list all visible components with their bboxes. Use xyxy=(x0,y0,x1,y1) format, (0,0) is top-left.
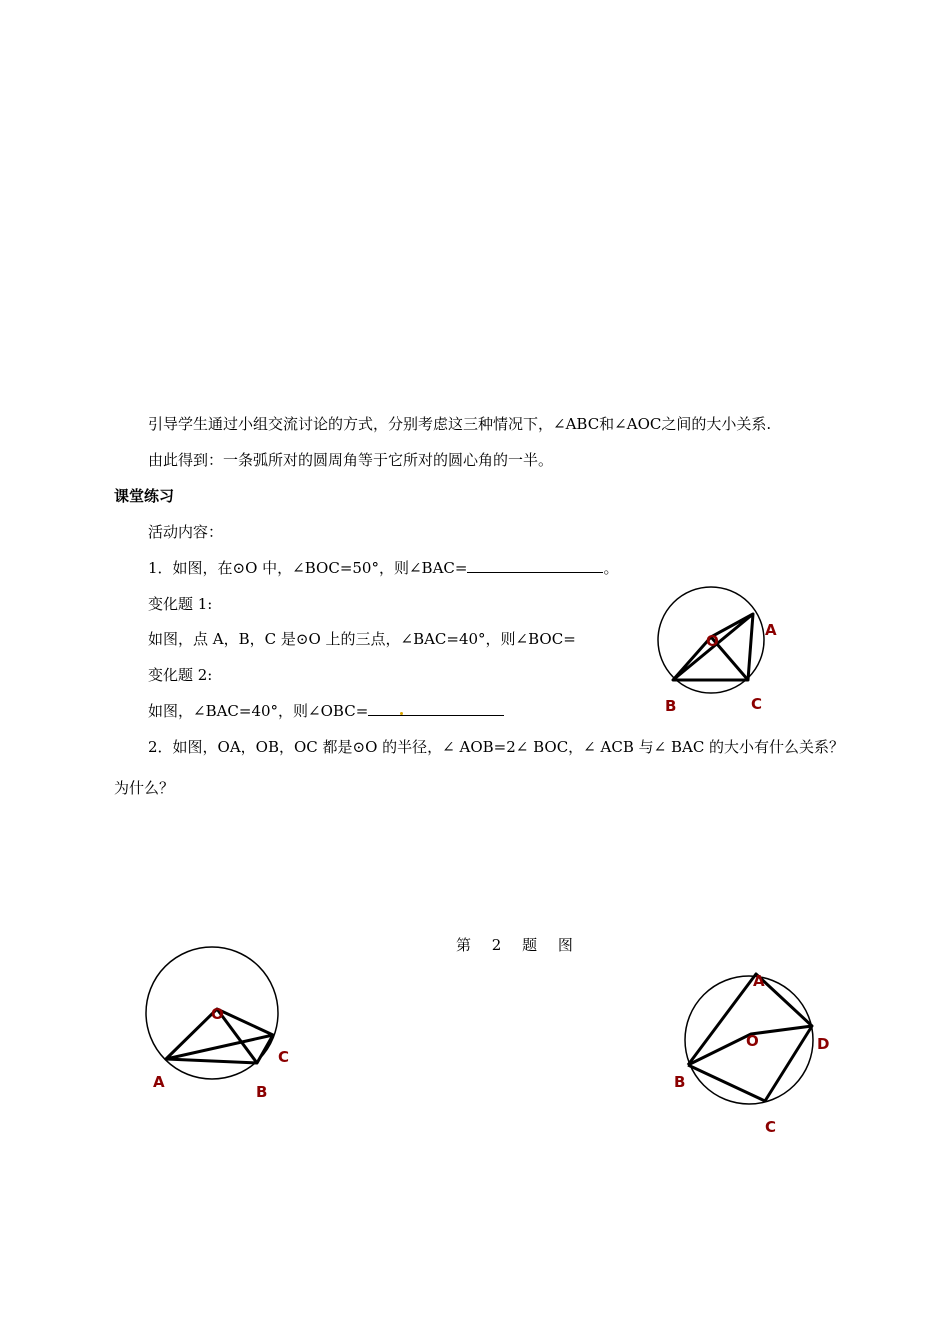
variant-1-title: 变化题 1: xyxy=(148,595,213,613)
figure-3 xyxy=(665,962,845,1142)
activity-label: 活动内容： xyxy=(148,523,224,541)
label-o: O xyxy=(746,1032,759,1050)
question-2-line-2: 为什么？ xyxy=(114,779,175,797)
label-c: C xyxy=(751,695,763,713)
figure-caption: 第 2 题 图 xyxy=(456,936,581,954)
question-1-text: 1．如图，在⊙O 中，∠BOC=50°，则∠BAC= xyxy=(148,559,468,577)
variant-2-title: 变化题 2: xyxy=(148,666,213,684)
section-title: 课堂练习 xyxy=(114,487,175,505)
answer-blank-1 xyxy=(467,558,603,573)
variant-1-text: 如图，点 A，B，C 是⊙O 上的三点，∠BAC=40°，则∠BOC= xyxy=(148,630,576,648)
variant-2 xyxy=(148,701,504,721)
label-a: A xyxy=(753,972,765,990)
label-b: B xyxy=(665,697,677,715)
figure-1 xyxy=(645,585,785,725)
question-1-end: 。 xyxy=(603,559,619,577)
label-a: A xyxy=(153,1073,165,1091)
question-2-line-1: 2．如图，OA，OB，OC 都是⊙O 的半径，∠ AOB=2∠ BOC，∠ ACB 与∠ BAC 的大小有什么关系？ xyxy=(148,738,845,756)
label-b: B xyxy=(256,1083,268,1101)
label-d: D xyxy=(817,1035,830,1053)
label-o: O xyxy=(706,632,719,650)
label-b: B xyxy=(674,1073,686,1091)
label-o: O xyxy=(211,1005,224,1023)
answer-blank-2 xyxy=(368,701,504,716)
label-a: A xyxy=(765,621,777,639)
label-c: C xyxy=(765,1118,777,1136)
variant-2-text: 如图，∠BAC=40°，则∠OBC= xyxy=(148,702,369,720)
figure-2 xyxy=(140,945,300,1105)
paragraph-relationship: 引导学生通过小组交流讨论的方式，分别考虑这三种情况下，∠ABC和∠AOC之间的大小关系. xyxy=(148,415,772,433)
paragraph-conclusion: 由此得到：一条弧所对的圆周角等于它所对的圆心角的一半。 xyxy=(148,451,554,469)
question-1 xyxy=(148,558,618,578)
label-c: C xyxy=(278,1048,290,1066)
mark-dot xyxy=(400,712,403,715)
